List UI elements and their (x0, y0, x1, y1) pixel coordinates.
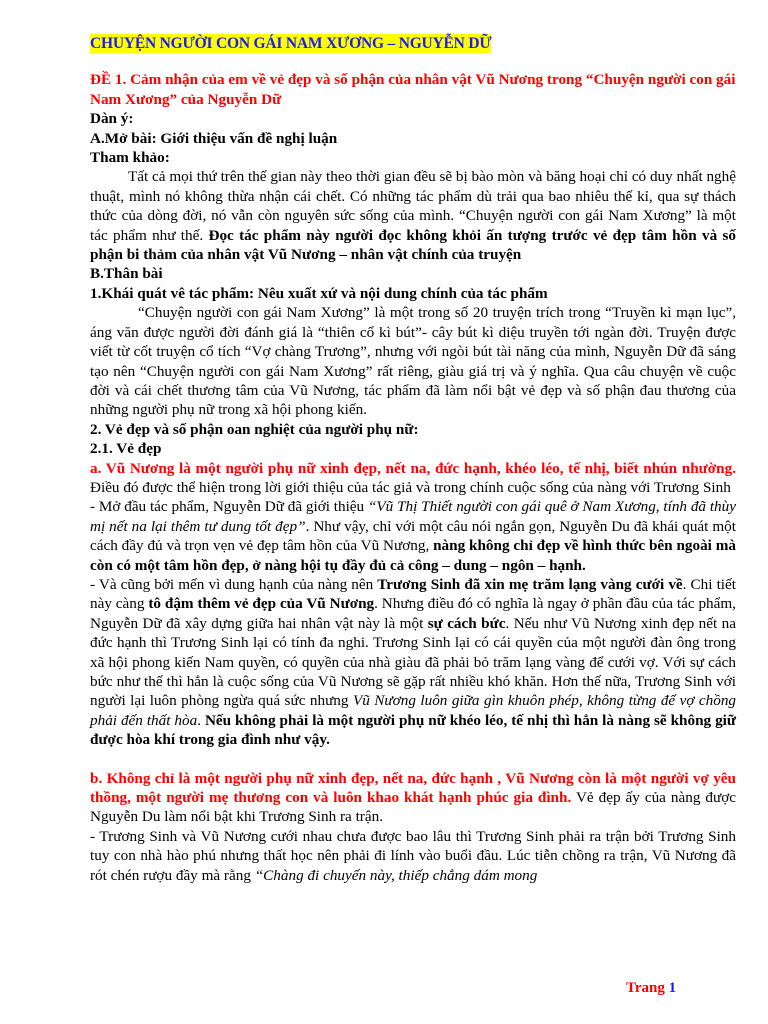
p4-text-4: . Nếu như Vũ Nương xinh đẹp nết na đức hạnh thì Trương Sinh lại có tính đa nghi. Trương Sinh lại có cái quyền của một người đàn ông trong xã hội phong kiến Nam quyền, có quyền của nhà giàu đã phải bỏ trăm lạng vàng để cưới vợ. Với sự cách bức như thế thì hẳn là cuộc sống của Vũ Nương sẽ gặp rất nhiều khó khăn. Hơn thế nữa, Trương Sinh với người lại luôn phòng ngừa quá sức nhưng (90, 614, 736, 710)
p4-text-2: . Chi tiết này càng (90, 575, 736, 613)
p5-quote: “Chàng đi chuyến này, thiếp chẳng dám mong (254, 866, 538, 884)
p4-text-5: . (197, 711, 205, 729)
outline-label: Dàn ý: (90, 110, 134, 128)
p4-text-3: . Nhưng điều đó có nghĩa là ngay ở phần đầu của tác phẩm, Nguyễn Dữ đã xây dựng giữa hai nhân vật này là một (90, 595, 736, 632)
p4-bold-1: Trương Sinh đã xin mẹ trăm lạng vàng cưới về (377, 575, 683, 593)
section-1-heading: 1.Khái quát vê tác phẩm: Nêu xuất xứ và nội dung chính của tác phẩm (90, 284, 548, 302)
intro-text: Tất cả mọi thứ trên thế gian này theo thời gian đều sẽ bị bào mòn và băng hoại chỉ có duy nhất nghệ thuật, mình nó không thừa nhận cái chết. Có những tác phẩm dù trải qua bao nhiêu thế kỉ, qua sự thách thức của dòng đời, nó vẫn còn nguyên sức sống của mình. “Chuyện người con gái Nam Xương” là một tác phẩm như thế. (90, 168, 736, 244)
page-footer (626, 980, 676, 997)
body-heading: B.Thân bài (90, 265, 163, 283)
paragraph-5 (90, 827, 736, 885)
point-a-text: Điều đó được thể hiện trong lời giới thiệu của tác giả và trong chính cuộc sống của nàng với Trương Sinh (90, 478, 731, 496)
section-2-heading: 2. Vẻ đẹp và số phận oan nghiệt của người phụ nữ: (90, 420, 419, 438)
page-number: 1 (668, 980, 677, 996)
intro-paragraph (90, 167, 736, 264)
page-label: Trang (626, 980, 665, 996)
point-b-text: Vẻ đẹp ấy của nàng được Nguyễn Du làm nổi bật khi Trương Sinh ra trận. (90, 789, 736, 826)
p4-bold-3: sự cách bức (427, 614, 506, 632)
p4-bold-4: Nếu không phải là một người phụ nữ khéo léo, tế nhị thì hẳn là nàng sẽ không giữ được hòa khí trong gia đình như vậy. (90, 711, 736, 749)
p4-italic: Vũ Nương luôn giữa gìn khuôn phép, không từng để vợ chồng phải đến thất hòa (90, 692, 737, 729)
document-title: CHUYỆN NGƯỜI CON GÁI NAM XƯƠNG – NGUYỄN DỮ (90, 35, 492, 52)
paragraph-4 (90, 575, 736, 750)
point-b-heading: b. Không chỉ là một người phụ nữ xinh đẹp, nết na, đức hạnh , Vũ Nương còn là một người vợ yêu thồng, một người mẹ thương con và luôn khao khát hạnh phúc gia đình. (90, 769, 736, 807)
intro-heading: A.Mở bài: Giới thiệu vấn đề nghị luận (90, 129, 338, 147)
p3-text-2: . Như vậy, chỉ với một câu nói ngắn gọn, Nguyễn Du đã khái quát một cách đầy đủ và trọn vẹn vẻ đẹp tâm hồn của Vũ Nương, (90, 517, 736, 555)
p5-text: - Trương Sinh và Vũ Nương cưới nhau chưa được bao lâu thì Trương Sinh phải ra trận bởi Trương Sinh tuy con nhà hào phú nhưng thất học nên phải đi lính vào buổi đầu. Lúc tiễn chồng ra trận, Vũ Nương đã rót chén rượu đầy mà rằng (90, 827, 736, 884)
p3-quote: “Vũ Thị Thiết người con gái quê ở Nam Xương, tính đã thùy mị nết na lại thêm tư dung tốt đẹp” (90, 498, 736, 535)
point-b-paragraph (90, 769, 736, 827)
intro-bold-text: Đọc tác phẩm này người đọc không khỏi ấn tượng trước vẻ đẹp tâm hồn và số phận bi thảm của nhân vật Vũ Nương – nhân vật chính của truyện (90, 226, 736, 264)
p3-text-1: - Mở đầu tác phẩm, Nguyễn Dữ đã giới thiệu (90, 498, 368, 516)
paragraph-3 (90, 497, 736, 575)
overview-paragraph: “Chuyện người con gái Nam Xương” là một trong số 20 truyện trích trong “Truyền kì mạn lục”, áng văn được người đời đánh giá là “thiên cổ kì bút”- cây bút kì diệu truyền tới ngàn đời. Truyện được viết từ cốt truyện cổ tích “Vợ chàng Trương”, nhưng với ngòi bút tài năng của mình, Nguyễn Dữ đã sáng tạo nên “Chuyện người con gái Nam Xương” rất riêng, giàu giá trị và ý nghĩa. Qua câu chuyện về cuộc đời và cái chết thương tâm của Vũ Nương, tác phẩm đã làm nổi bật vẻ đẹp và số phận đau thương của những người phụ nữ trong xã hội phong kiến. (90, 304, 736, 419)
section-2-1-heading: 2.1. Vẻ đẹp (90, 440, 162, 458)
document-page (90, 34, 736, 885)
p4-bold-2: tô đậm thêm vẻ đẹp của Vũ Nương (148, 595, 375, 613)
point-a-paragraph (90, 459, 736, 498)
p4-text-1: - Và cũng bởi mến vì dung hạnh của nàng nên (90, 575, 378, 593)
p3-bold: nàng không chỉ đẹp về hình thức bên ngoài mà còn có một tâm hồn đẹp, ở nàng hội tụ đầy đủ cả công – dung – ngôn – hạnh. (90, 537, 736, 574)
reference-label: Tham khảo: (90, 149, 170, 167)
point-a-heading: a. Vũ Nương là một người phụ nữ xinh đẹp, nết na, đức hạnh, khéo léo, tế nhị, biết nhún nhường. (90, 459, 736, 477)
question-heading: ĐỀ 1. Cảm nhận của em về vẻ đẹp và số phận của nhân vật Vũ Nương trong “Chuyện người con gái Nam Xương” của Nguyễn Dữ (90, 71, 736, 108)
